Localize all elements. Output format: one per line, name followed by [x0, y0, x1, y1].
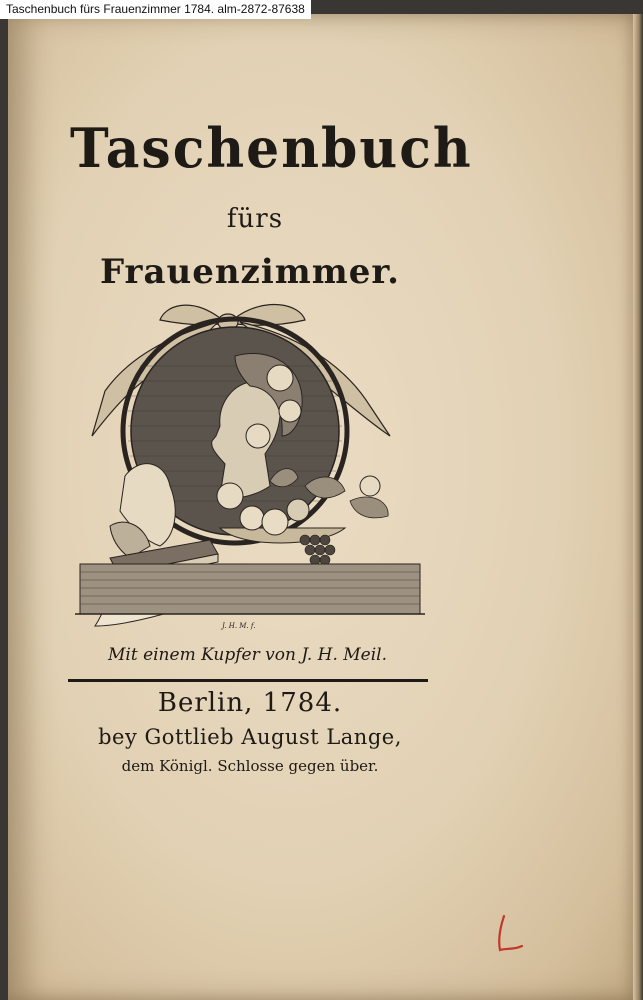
- imprint-publisher: bey Gottlieb August Lange,: [98, 725, 402, 749]
- engraving-credit: Mit einem Kupfer von J. H. Meil.: [107, 645, 388, 665]
- divider-rule: [68, 679, 428, 682]
- book-edge: [633, 14, 643, 1000]
- imprint-place-year: Berlin, 1784.: [157, 688, 343, 718]
- imprint-address: dem Königl. Schlosse gegen über.: [121, 757, 379, 775]
- engraver-mark: J. H. M. f.: [222, 622, 256, 630]
- shelfmark-pencil: [490, 910, 530, 960]
- image-caption: Taschenbuch fürs Frauenzimmer 1784. alm-2872-87638: [0, 0, 311, 19]
- title-line-frauenzimmer: Frauenzimmer.: [100, 252, 400, 292]
- engraving-vignette: [70, 296, 425, 641]
- title-line-taschenbuch: Taschenbuch: [70, 116, 473, 181]
- drapery: [110, 464, 175, 558]
- title-line-fuers: fürs: [226, 204, 284, 234]
- stone-plinth: [75, 564, 425, 614]
